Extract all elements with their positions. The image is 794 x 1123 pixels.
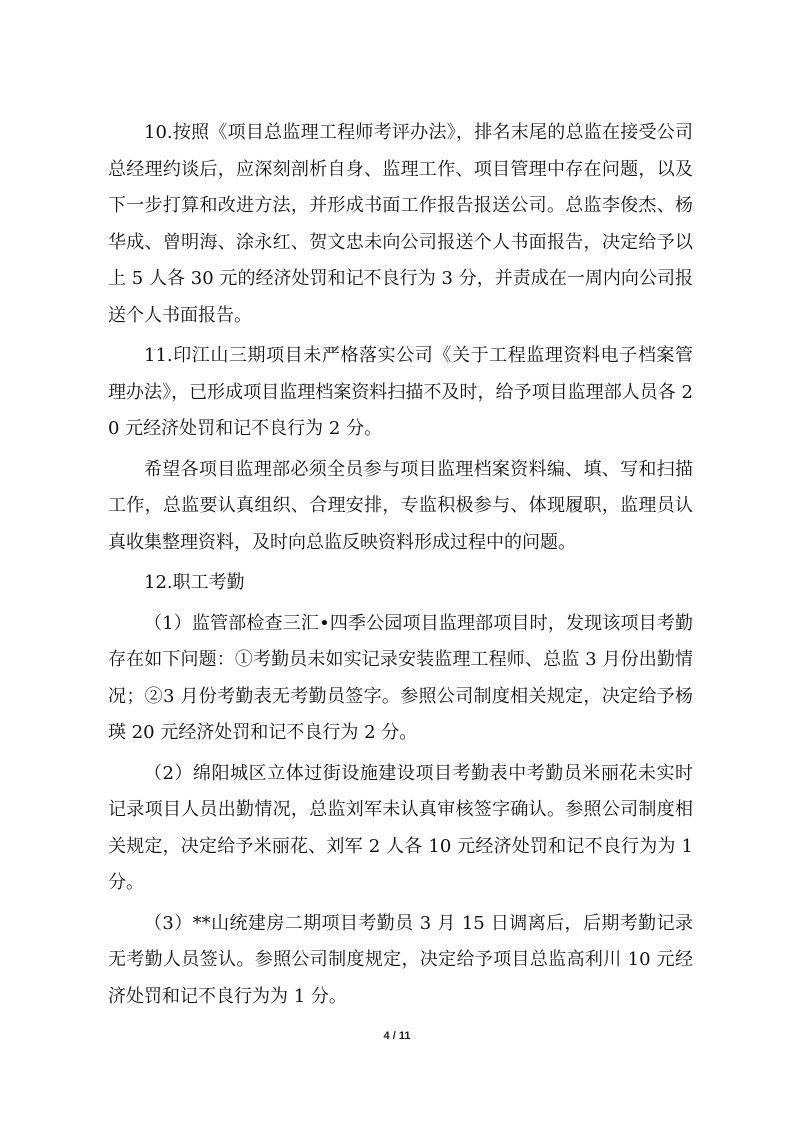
paragraph-item-12-1: （1）监管部检查三汇•四季公园项目监理部项目时，发现该项目考勤存在如下问题：①考勤员未如实记录安装监理工程师、总监 3 月份出勤情况；②3 月份考勤表无考勤员签字。参照公司制度相关规定，决定给予杨瑛 20 元经济处罚和记不良行为 2 分。 [108, 612, 693, 743]
paragraph-item-12-heading: 12.职工考勤 [144, 572, 245, 593]
paragraph-item-12-3: （3）**山统建房二期项目考勤员 3 月 15 日调离后，后期考勤记录无考勤人员签认。参照公司制度规定，决定给予项目总监高利川 10 元经济处罚和记不良行为为 1 分。 [108, 912, 693, 1007]
paragraph-item-11: 11.印江山三期项目未严格落实公司《关于工程监理资料电子档案管理办法》，已形成项目监理档案资料扫描不及时，给予项目监理部人员各 20 元经济处罚和记不良行为 2 分。 [108, 345, 693, 439]
paragraph-item-10: 10.按照《项目总监理工程师考评办法》，排名末尾的总监在接受公司总经理约谈后，应深刻剖析自身、监理工作、项目管理中存在问题，以及下一步打算和改进方法，并形成书面工作报告报送公司。总监李俊杰、杨华成、曾明海、涂永红、贺文忠未向公司报送个人书面报告，决定给予以上 5 人各 30 元的经济处罚和记不良行为 3 分，并责成在一周内向公司报送个人书面报告。 [108, 122, 693, 326]
paragraph-hope: 希望各项目监理部必须全员参与项目监理档案资料编、填、写和扫描工作，总监要认真组织、合理安排，专监积极参与、体现履职，监理员认真收集整理资料，及时向总监反映资料形成过程中的问题。 [108, 458, 693, 553]
paragraph-item-12-2: （2）绵阳城区立体过街设施建设项目考勤表中考勤员米丽花未实时记录项目人员出勤情况，总监刘军未认真审核签字确认。参照公司制度相关规定，决定给予米丽花、刘军 2 人各 10 元经济处罚和记不良行为为 1 分。 [108, 762, 693, 893]
page-number: 4 / 11 [383, 1030, 411, 1042]
document-body [108, 115, 693, 1019]
